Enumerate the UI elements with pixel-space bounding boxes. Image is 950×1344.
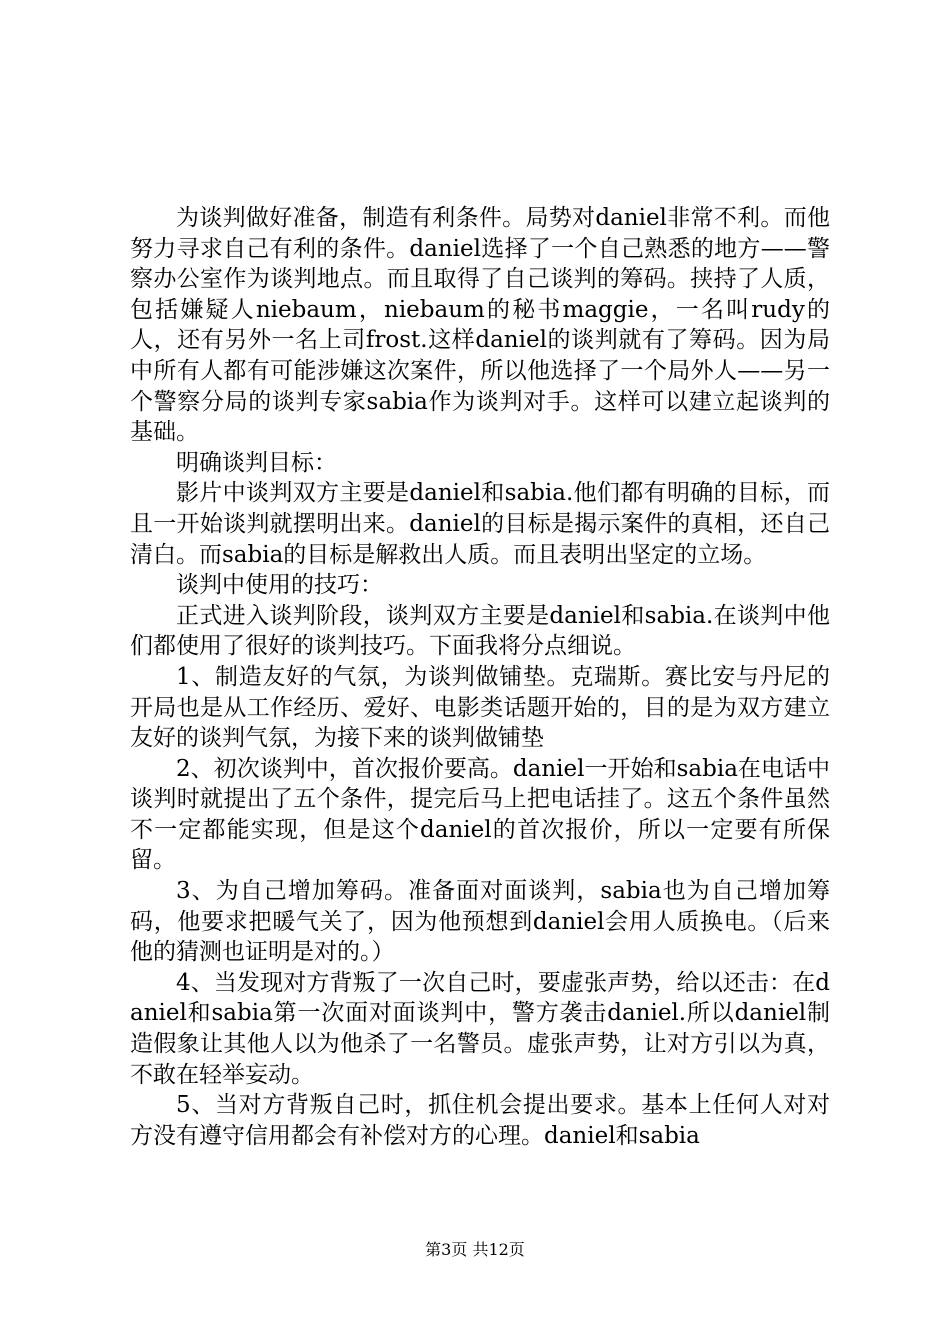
paragraph-point-4: 4、当发现对方背叛了一次自己时，要虚张声势，给以还击：在daniel和sabia第一次面对面谈判中，警方袭击daniel.所以daniel制造假象让其他人以为他杀了一名警员。虚张声势，让对方引以为真，不敢在轻举妄动。 <box>130 969 830 1088</box>
heading-clear-goals: 明确谈判目标： <box>176 449 337 476</box>
heading-techniques: 谈判中使用的技巧： <box>176 572 383 599</box>
page-footer <box>0 1240 950 1260</box>
paragraph-point-3: 3、为自己增加筹码。准备面对面谈判，sabia也为自己增加筹码，他要求把暖气关了，因为他预想到daniel会用人质换电。（后来他的猜测也证明是对的。） <box>130 878 830 966</box>
paragraph-formal-stage: 正式进入谈判阶段，谈判双方主要是daniel和sabia.在谈判中他们都使用了很好的谈判技巧。下面我将分点细说。 <box>130 602 830 660</box>
paragraph-point-5: 5、当对方背叛自己时，抓住机会提出要求。基本上任何人对对方没有遵守信用都会有补偿对方的心理。daniel和sabia <box>130 1092 830 1149</box>
page-number: 第3页 共12页 <box>425 1240 525 1259</box>
paragraph-goals: 影片中谈判双方主要是daniel和sabia.他们都有明确的目标，而且一开始谈判就摆明出来。daniel的目标是揭示案件的真相，还自己清白。而sabia的目标是解救出人质。而且表明出坚定的立场。 <box>130 480 830 568</box>
paragraph-preparation: 为谈判做好准备，制造有利条件。局势对daniel非常不利。而他努力寻求自己有利的条件。daniel选择了一个自己熟悉的地方——警察办公室作为谈判地点。而且取得了自己谈判的筹码。挟持了人质，包括嫌疑人niebaum，niebaum的秘书maggie，一名叫rudy的人，还有另外一名上司frost.这样daniel的谈判就有了筹码。因为局中所有人都有可能涉嫌这次案件，所以他选择了一个局外人——另一个警察分局的谈判专家sabia作为谈判对手。这样可以建立起谈判的基础。 <box>130 205 830 446</box>
paragraph-point-2: 2、初次谈判中，首次报价要高。daniel一开始和sabia在电话中谈判时就提出了五个条件，提完后马上把电话挂了。这五个条件虽然不一定都能实现，但是这个daniel的首次报价，所以一定要有所保留。 <box>130 755 830 874</box>
document-body <box>130 203 830 1151</box>
paragraph-point-1: 1、制造友好的气氛，为谈判做铺垫。克瑞斯。赛比安与丹尼的开局也是从工作经历、爱好、电影类话题开始的，目的是为双方建立友好的谈判气氛，为接下来的谈判做铺垫 <box>130 663 830 752</box>
